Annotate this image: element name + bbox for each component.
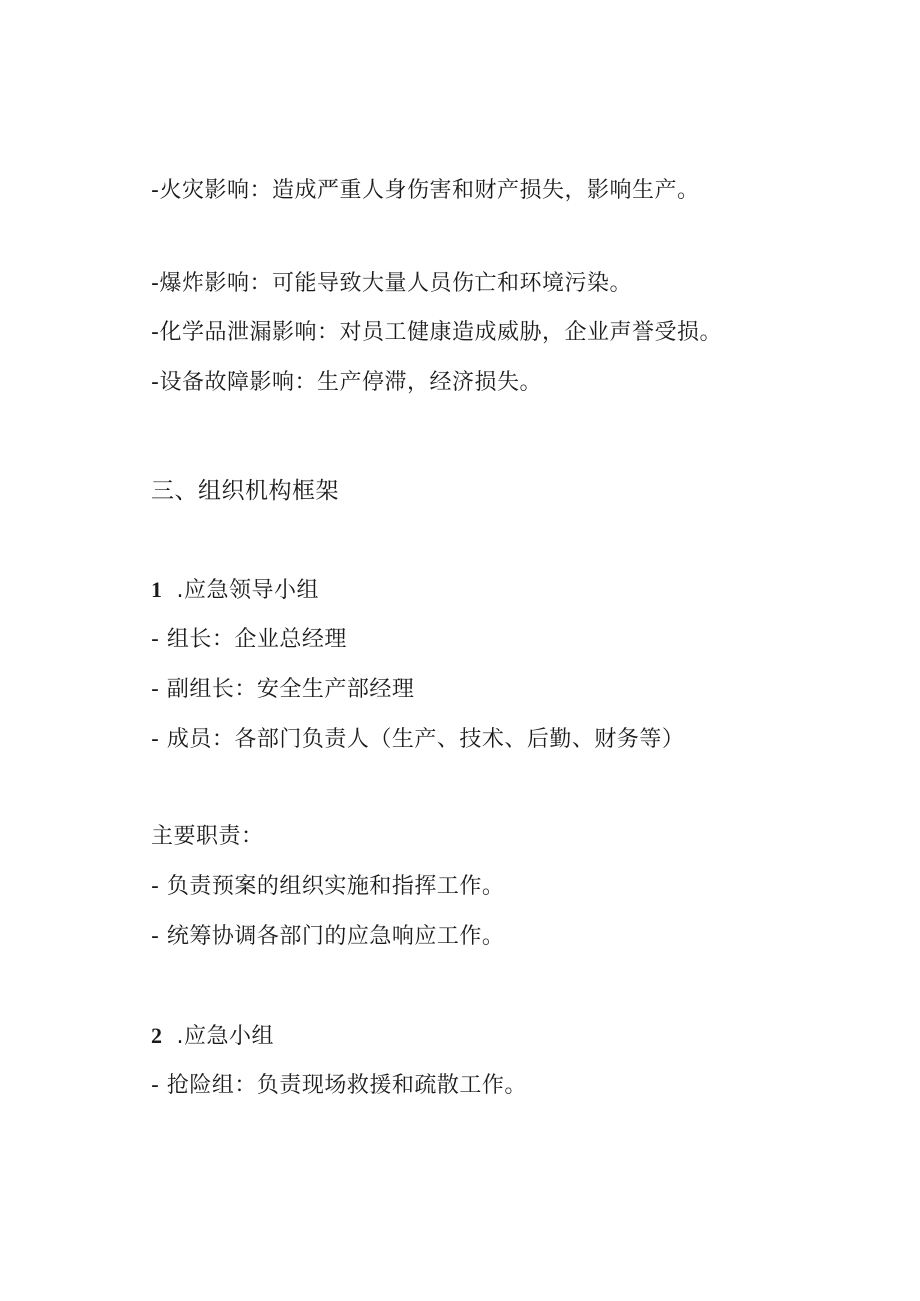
- group1-members: - 成员：各部门负责人（生产、技术、后勤、财务等）: [151, 727, 685, 752]
- section-heading: 三、组织机构框架: [151, 478, 339, 504]
- group1-heading: [151, 575, 319, 606]
- group2-rescue: - 抢险组：负责现场救援和疏散工作。: [151, 1073, 527, 1098]
- impact-explosion: -爆炸影响：可能导致大量人员伤亡和环境污染。: [151, 271, 632, 296]
- group1-deputy: - 副组长：安全生产部经理: [151, 677, 415, 702]
- impact-fire: -火灾影响：造成严重人身伤害和财产损失，影响生产。: [151, 178, 700, 203]
- group2-title: .应急小组: [176, 1024, 274, 1049]
- impact-chemical-leak: -化学品泄漏影响：对员工健康造成威胁，企业声誉受损。: [151, 320, 722, 345]
- group2-heading: [151, 1021, 274, 1052]
- impact-equipment-failure: -设备故障影响：生产停滞，经济损失。: [151, 370, 542, 395]
- group1-number: 1: [151, 577, 163, 602]
- duty-item: - 负责预案的组织实施和指挥工作。: [151, 874, 505, 899]
- group1-leader: - 组长：企业总经理: [151, 627, 347, 652]
- group1-title: .应急领导小组: [176, 578, 319, 603]
- group2-number: 2: [151, 1023, 163, 1048]
- duties-heading: 主要职责：: [151, 824, 264, 849]
- duty-item: - 统筹协调各部门的应急响应工作。: [151, 924, 505, 949]
